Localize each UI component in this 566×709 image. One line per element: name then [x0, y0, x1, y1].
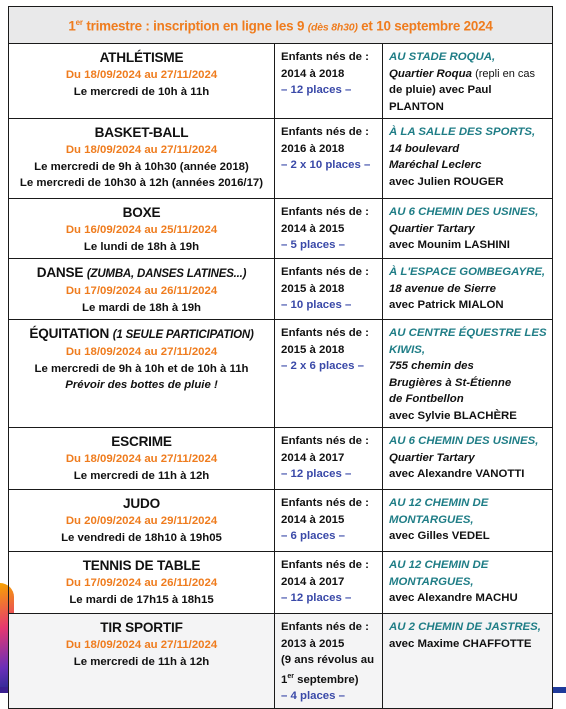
schedule-line: Le mardi de 18h à 19h: [81, 301, 202, 314]
location-cell: [383, 199, 553, 259]
activity-tip: Prévoir des bottes de pluie !: [65, 379, 218, 391]
header-row: [9, 7, 553, 44]
location-line: MONTARGUES,: [389, 513, 474, 526]
activity-cell: [9, 552, 275, 614]
birth-label: Enfants nés de :: [281, 327, 369, 339]
places-count: – 2 x 6 places –: [281, 360, 364, 372]
location-cell: [383, 119, 553, 199]
birth-years: 2014 à 2015: [281, 513, 345, 526]
schedule-line: Le mercredi de 9h à 10h et de 10h à 11h: [34, 362, 249, 375]
birth-years: 2015 à 2018: [281, 282, 345, 295]
birth-extra-line: (9 ans révolus au: [281, 654, 375, 666]
location-line: AU 12 CHEMIN DE: [389, 497, 489, 509]
coach-name: avec Alexandre MACHU: [389, 592, 518, 604]
activity-name-text: ATHLÉTISME: [99, 50, 184, 65]
birth-years: 2016 à 2018: [281, 142, 345, 155]
schedule-line: Le mercredi de 9h à 10h30 (année 2018): [34, 160, 249, 173]
birth-label: Enfants nés de :: [281, 497, 369, 509]
places-count: – 2 x 10 places –: [281, 159, 371, 171]
activity-name-note: (1 SEULE PARTICIPATION): [112, 329, 254, 341]
activity-row: [9, 614, 553, 709]
activity-row: [9, 259, 553, 320]
activity-row: [9, 320, 553, 428]
schedule-line: Le mercredi de 11h à 12h: [73, 469, 210, 482]
activity-cell: [9, 320, 275, 428]
location-line: AU 2 CHEMIN DE JASTRES,: [389, 621, 541, 633]
address-line: de pluie) avec Paul PLANTON: [389, 84, 492, 113]
birth-label: Enfants nés de :: [281, 51, 369, 63]
address-line: 18 avenue de Sierre: [389, 282, 497, 295]
address-line: 14 boulevard: [389, 142, 460, 155]
activity-dates: Du 18/09/2024 au 27/11/2024: [65, 346, 218, 358]
address-line: 755 chemin des: [389, 360, 474, 372]
activity-cell: [9, 614, 275, 709]
location-cell: [383, 552, 553, 614]
coach-name: avec Maxime CHAFFOTTE: [389, 637, 532, 650]
birth-extra-text: septembre): [297, 673, 359, 686]
birth-label: Enfants nés de :: [281, 206, 369, 218]
birth-extra-line: 1er septembre): [281, 672, 359, 686]
schedule-line: Le mercredi de 11h à 12h: [73, 655, 210, 668]
birth-label: Enfants nés de :: [281, 435, 369, 447]
eligibility-cell: [275, 490, 383, 552]
places-count: – 4 places –: [281, 689, 345, 702]
schedule-line: Le mercredi de 10h à 11h: [73, 85, 210, 98]
activity-dates: Du 16/09/2024 au 25/11/2024: [65, 224, 218, 236]
location-line: AU 6 CHEMIN DES USINES,: [389, 206, 539, 218]
title-main: trimestre : inscription en ligne les 9: [82, 17, 308, 33]
location-cell: [383, 44, 553, 119]
activity-name: [13, 124, 270, 142]
address-line: Maréchal Leclerc: [389, 159, 482, 171]
activity-dates: Du 18/09/2024 au 27/11/2024: [65, 69, 218, 81]
activity-name: [13, 433, 270, 451]
activity-cell: [9, 490, 275, 552]
birth-years: 2015 à 2018: [281, 343, 345, 356]
activity-dates: Du 17/09/2024 au 26/11/2024: [65, 577, 218, 589]
activity-cell: [9, 199, 275, 259]
activity-name-text: TIR SPORTIF: [100, 620, 183, 635]
activity-name-text: DANSE: [36, 265, 84, 280]
title-lead-sup: er: [75, 17, 83, 27]
coach-name: avec Patrick MIALON: [389, 299, 504, 311]
places-count: – 12 places –: [281, 84, 352, 96]
location-line: MONTARGUES,: [389, 575, 474, 588]
activities-table: [8, 6, 553, 709]
location-cell: [383, 490, 553, 552]
eligibility-cell: [275, 320, 383, 428]
location-cell: [383, 259, 553, 320]
address-line: de Fontbellon: [389, 393, 464, 405]
activity-dates: Du 20/09/2024 au 29/11/2024: [65, 515, 218, 527]
eligibility-cell: [275, 614, 383, 709]
activity-name: [13, 325, 270, 344]
birth-years: 2014 à 2017: [281, 451, 345, 464]
activity-name-text: ESCRIME: [111, 434, 172, 449]
activity-row: [9, 44, 553, 119]
coach-name: avec Gilles VEDEL: [389, 530, 490, 542]
address-note: (repli en cas: [475, 67, 536, 80]
title-lead: 1: [68, 17, 76, 33]
address-line: [389, 66, 548, 83]
schedule-line: Le vendredi de 18h10 à 19h05: [61, 531, 222, 544]
activity-row: [9, 552, 553, 614]
activity-row: [9, 490, 553, 552]
location-line: KIWIS,: [389, 343, 426, 356]
activity-name: [13, 495, 270, 513]
coach-name: avec Julien ROUGER: [389, 175, 504, 188]
title-end: et 10 septembre 2024: [357, 17, 493, 33]
activity-dates: Du 18/09/2024 au 27/11/2024: [65, 144, 218, 156]
places-count: – 12 places –: [281, 468, 352, 480]
activity-name-text: TENNIS DE TABLE: [82, 558, 201, 573]
location-line: À LA SALLE DES SPORTS,: [389, 126, 536, 138]
birth-years: 2014 à 2018: [281, 67, 345, 80]
eligibility-cell: [275, 259, 383, 320]
activity-cell: [9, 259, 275, 320]
activity-cell: [9, 119, 275, 199]
location-line: AU CENTRE ÉQUESTRE LES: [389, 327, 547, 339]
activity-name-text: BASKET-BALL: [94, 125, 189, 140]
activity-cell: [9, 44, 275, 119]
coach-name: avec Mounim LASHINI: [389, 239, 510, 251]
title-small: (dès 8h30): [307, 20, 358, 33]
activity-name: [13, 49, 270, 67]
activity-name-text: BOXE: [122, 205, 161, 220]
birth-years: 2014 à 2015: [281, 222, 345, 235]
activity-dates: Du 17/09/2024 au 26/11/2024: [65, 285, 218, 297]
schedule-line: Le mardi de 17h15 à 18h15: [69, 593, 214, 606]
places-count: – 10 places –: [281, 299, 352, 311]
address-text: Quartier Roqua: [389, 67, 472, 80]
eligibility-cell: [275, 428, 383, 490]
activity-row: [9, 119, 553, 199]
places-count: – 12 places –: [281, 592, 352, 604]
location-line: À L'ESPACE GOMBEGAYRE,: [389, 266, 546, 278]
coach-name: avec Alexandre VANOTTI: [389, 468, 525, 480]
birth-label: Enfants nés de :: [281, 621, 369, 633]
location-cell: [383, 320, 553, 428]
schedule-line: Le mercredi de 10h30 à 12h (années 2016/17): [19, 177, 264, 189]
eligibility-cell: [275, 199, 383, 259]
page-title: [9, 7, 553, 44]
location-cell: [383, 614, 553, 709]
schedule-line: Le lundi de 18h à 19h: [83, 240, 200, 253]
address-line: Brugières à St-Étienne: [389, 376, 512, 389]
coach-name: avec Sylvie BLACHÈRE: [389, 409, 517, 422]
activity-name-text: ÉQUITATION: [29, 326, 110, 341]
activity-name: [13, 619, 270, 637]
location-line: AU STADE ROQUA,: [389, 51, 496, 63]
activity-row: [9, 428, 553, 490]
birth-years: 2013 à 2015: [281, 637, 345, 650]
eligibility-cell: [275, 119, 383, 199]
location-line: AU 6 CHEMIN DES USINES,: [389, 435, 539, 447]
places-count: – 5 places –: [281, 239, 345, 251]
places-count: – 6 places –: [281, 530, 345, 542]
activity-name: [13, 204, 270, 222]
address-line: Quartier Tartary: [389, 451, 475, 464]
birth-years: 2014 à 2017: [281, 575, 345, 588]
birth-label: Enfants nés de :: [281, 126, 369, 138]
activity-name: [13, 557, 270, 575]
activity-row: [9, 199, 553, 259]
activity-name-note: (ZUMBA, DANSES LATINES...): [86, 268, 247, 280]
address-line: Quartier Tartary: [389, 222, 475, 235]
activity-cell: [9, 428, 275, 490]
location-line: AU 12 CHEMIN DE: [389, 559, 489, 571]
activity-dates: Du 18/09/2024 au 27/11/2024: [65, 453, 218, 465]
activity-name-text: JUDO: [123, 496, 160, 511]
birth-label: Enfants nés de :: [281, 559, 369, 571]
location-cell: [383, 428, 553, 490]
birth-label: Enfants nés de :: [281, 266, 369, 278]
activity-dates: Du 18/09/2024 au 27/11/2024: [65, 639, 218, 651]
eligibility-cell: [275, 44, 383, 119]
eligibility-cell: [275, 552, 383, 614]
activity-name: [13, 264, 270, 283]
